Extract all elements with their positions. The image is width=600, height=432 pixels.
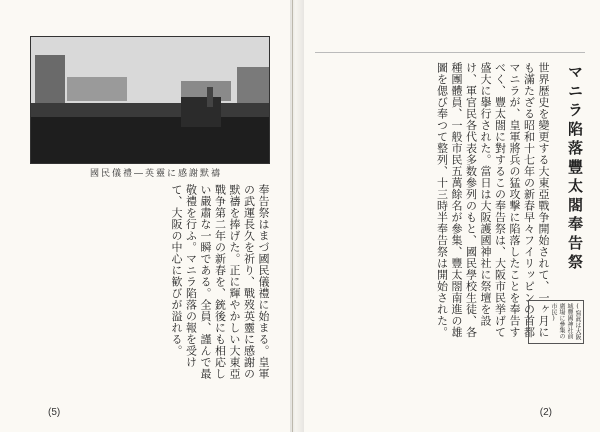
right-page bbox=[293, 0, 600, 432]
left-page bbox=[0, 0, 293, 432]
book-gutter bbox=[290, 0, 304, 432]
photo-note: (寫眞は大阪城豐國神社前廣場に參集の市民) bbox=[528, 300, 584, 344]
left-body-text: 奉告祭はまづ國民儀禮に始まる。皇軍の武運長久を祈り、戰歿英靈に感謝の默禱を捧げた。正に輝やかしい大東亞戰争第二年の新春を、銃後にも相応しい嚴肅な一瞬である。全員、謹んで最敬禮を行ふ。マニラ陷落の報を受けて、大阪の中心に歓びが溢れる。 bbox=[170, 184, 270, 380]
right-page-number: (2) bbox=[539, 407, 552, 418]
top-rule bbox=[315, 52, 585, 53]
article-title: マニラ陷落豐太閤奉告祭 bbox=[566, 64, 584, 273]
left-page-number: (5) bbox=[48, 407, 61, 418]
photo-caption: 國民儀禮―英靈に感謝默禱 bbox=[90, 169, 223, 179]
right-body-text: 世界歴史を變更する大東亞戰争開始されて、一ヶ月にも滿たざる昭和十七年の新春早々フイリッピンの首都マニラが、皇軍將兵の猛攻撃に陷落したことを奉告すべく、豐太閤に對するこの奉告祭は、大阪市民挙げて盛大に擧行された。當日は大阪護國神社に祭壇を設け、軍官民各代表多数參列のもと、國民學校生徒、各種團體員、一般市民五萬餘名が參集、豐太閤南進の雄圖を偲び奉つて整列、十三時半奉告祭は開始された。 bbox=[435, 62, 550, 338]
ceremony-photo bbox=[30, 36, 270, 164]
